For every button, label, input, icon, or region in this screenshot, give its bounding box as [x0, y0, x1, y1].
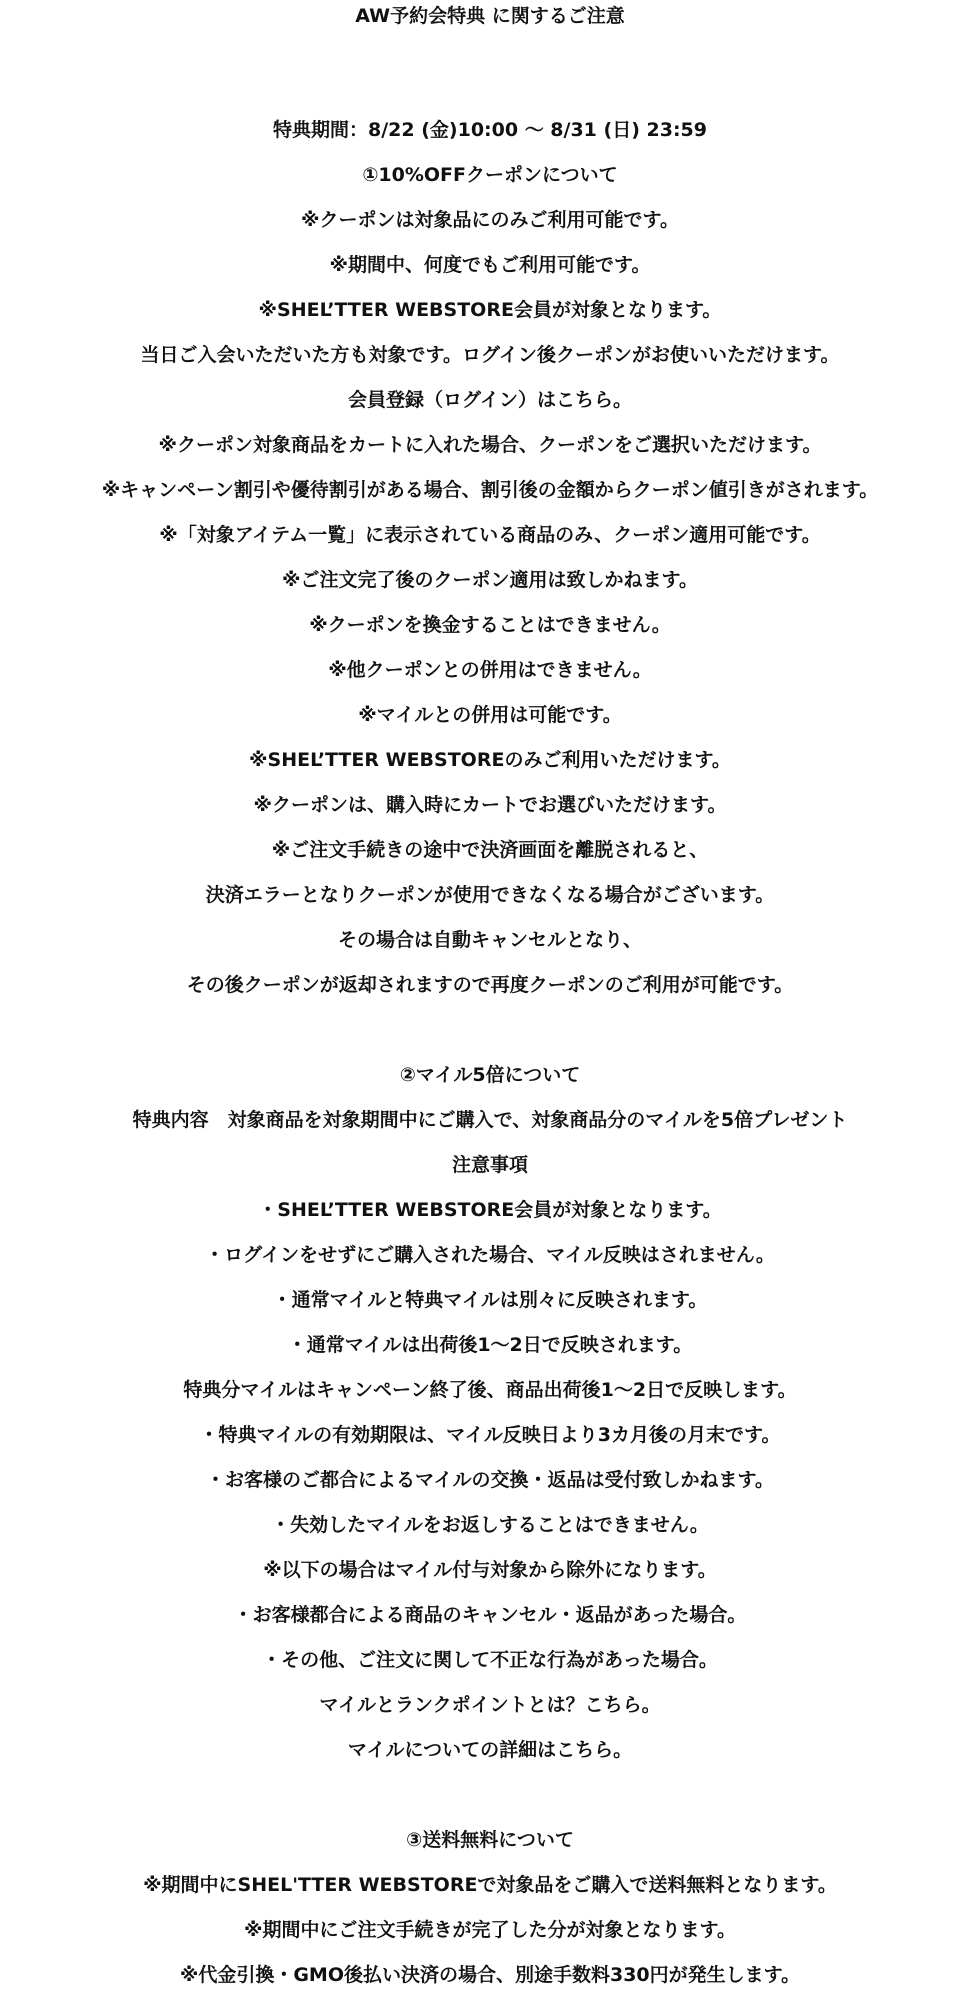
coupon-note: ※クーポンを換金することはできません。: [309, 614, 671, 636]
section-heading-shipping: ③送料無料について: [406, 1829, 574, 1851]
coupon-note: ※キャンペーン割引や優待割引がある場合、割引後の金額からクーポン値引きがされます。: [101, 479, 879, 501]
coupon-note: ※期間中、何度でもご利用可能です。: [329, 254, 651, 276]
coupon-note: ※クーポンは、購入時にカートでお選びいただけます。: [253, 794, 727, 816]
shipping-note: ※代金引換・GMO後払い決済の場合、別途手数料330円が発生します。: [179, 1964, 801, 1986]
campaign-period: 特典期間：8/22 (金)10:00 〜 8/31 (日) 23:59: [273, 119, 707, 141]
register-line: [0, 378, 980, 423]
coupon-note: ※ご注文手続きの途中で決済画面を離脱されると、: [271, 839, 709, 861]
miles-note: 注意事項: [451, 1154, 528, 1176]
detail-line: [0, 1728, 980, 1773]
miles-note: ・SHEL’TTER WEBSTORE会員が対象となります。: [258, 1199, 722, 1221]
section-heading-miles: ②マイル5倍について: [399, 1064, 581, 1086]
shipping-note: ※期間中にご注文手続きが完了した分が対象となります。: [244, 1919, 736, 1941]
coupon-note: その後クーポンが返却されますので再度クーポンのご利用が可能です。: [186, 974, 794, 996]
section-heading-coupon: ①10%OFFクーポンについて: [362, 164, 618, 186]
miles-rank-link[interactable]: マイルとランクポイントとは？こちら。: [319, 1694, 661, 1716]
miles-note: ・その他、ご注文に関して不正な行為があった場合。: [262, 1649, 718, 1671]
miles-note: ・お客様のご都合によるマイルの交換・返品は受付致しかねます。: [205, 1469, 775, 1491]
miles-note: ・通常マイルは出荷後1〜2日で反映されます。: [287, 1334, 693, 1356]
miles-detail-link[interactable]: マイルについての詳細はこちら。: [347, 1739, 633, 1761]
miles-note: ※以下の場合はマイル付与対象から除外になります。: [263, 1559, 717, 1581]
miles-note: ・お客様都合による商品のキャンセル・返品があった場合。: [233, 1604, 747, 1626]
coupon-note: ※クーポン対象商品をカートに入れた場合、クーポンをご選択いただけます。: [158, 434, 822, 456]
coupon-note: ※「対象アイテム一覧」に表示されている商品のみ、クーポン適用可能です。: [159, 524, 821, 546]
miles-note: ・通常マイルと特典マイルは別々に反映されます。: [272, 1289, 708, 1311]
spacer: [0, 1773, 980, 1818]
coupon-note: ※SHEL’TTER WEBSTORE会員が対象となります。: [258, 299, 722, 321]
coupon-note: その場合は自動キャンセルとなり、: [337, 929, 642, 951]
coupon-note: ※ご注文完了後のクーポン適用は致しかねます。: [282, 569, 698, 591]
coupon-note: 当日ご入会いただいた方も対象です。ログイン後クーポンがお使いいただけます。: [140, 344, 840, 366]
section-coupon: [0, 153, 980, 1008]
miles-note: ・特典マイルの有効期限は、マイル反映日より3カ月後の月末です。: [199, 1424, 781, 1446]
spacer: [0, 32, 980, 108]
coupon-note: ※他クーポンとの併用はできません。: [328, 659, 652, 681]
coupon-note: 決済エラーとなりクーポンが使用できなくなる場合がございます。: [205, 884, 775, 906]
section-shipping: [0, 1818, 980, 1998]
register-login-link[interactable]: 会員登録（ログイン）はこちら。: [347, 389, 633, 411]
section-miles: [0, 1053, 980, 1773]
spacer: [0, 1008, 980, 1053]
coupon-note: ※クーポンは対象品にのみご利用可能です。: [301, 209, 679, 231]
miles-note: 特典内容 対象商品を対象期間中にご購入で、対象商品分のマイルを5倍プレゼント: [132, 1109, 848, 1131]
coupon-note: ※マイルとの併用は可能です。: [358, 704, 622, 726]
shipping-note: ※期間中にSHEL'TTER WEBSTOREで対象品をご購入で送料無料となります。: [143, 1874, 837, 1896]
page-title: AW予約会特典 に関するご注意: [355, 5, 625, 27]
coupon-note: ※SHEL’TTER WEBSTOREのみご利用いただけます。: [249, 749, 731, 771]
miles-note: ・失効したマイルをお返しすることはできません。: [271, 1514, 709, 1536]
miles-note: ・ログインをせずにご購入された場合、マイル反映はされません。: [205, 1244, 775, 1266]
miles-note: 特典分マイルはキャンペーン終了後、商品出荷後1〜2日で反映します。: [183, 1379, 797, 1401]
rank-line: [0, 1683, 980, 1728]
